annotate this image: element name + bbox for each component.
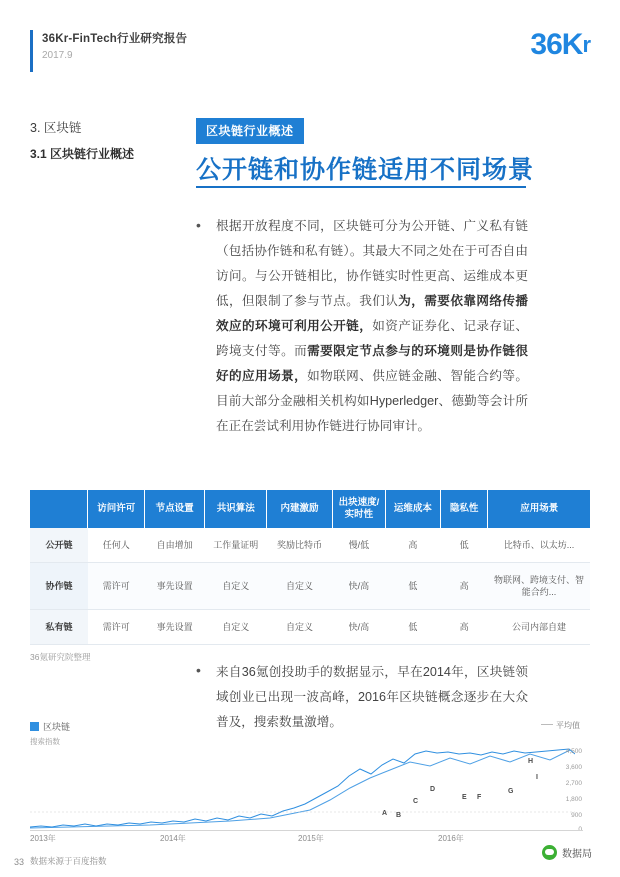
chart-y-tick: 3,600	[565, 764, 582, 771]
section-tag-underline	[196, 141, 304, 143]
chart-x-axis	[30, 830, 583, 831]
chart-y-tick: 1,800	[565, 796, 582, 803]
table-header-cell: 共识算法	[205, 490, 267, 528]
table-cell: 自由增加	[145, 528, 205, 563]
table-cell: 低	[386, 610, 441, 645]
table-cell: 工作量证明	[205, 528, 267, 563]
page-title: 公开链和协作链适用不同场景	[196, 156, 535, 184]
table-cell: 低	[440, 528, 488, 563]
chart-annotation-i: I	[536, 774, 538, 781]
table-header-cell: 内建激励	[267, 490, 333, 528]
table-cell: 自定义	[267, 610, 333, 645]
wechat-icon	[542, 845, 557, 860]
title-divider	[196, 186, 526, 188]
table-cell: 高	[440, 563, 488, 610]
table-header-cell	[30, 490, 88, 528]
chart-x-tick: 2015年	[298, 834, 324, 843]
paragraph-one	[216, 214, 528, 439]
table-cell: 自定义	[267, 563, 333, 610]
table-cell: 公司内部自建	[488, 610, 590, 645]
table-header-cell: 运维成本	[386, 490, 441, 528]
table-row	[30, 563, 590, 610]
chart-y-tick-labels	[548, 748, 582, 833]
chart-legend-average	[541, 720, 580, 731]
table-cell: 奖励比特币	[267, 528, 333, 563]
table-header-row	[30, 490, 590, 528]
section-tag: 区块链行业概述	[196, 118, 304, 144]
table-cell: 任何人	[88, 528, 145, 563]
header-accent-bar	[30, 30, 33, 72]
report-date: 2017.9	[42, 50, 73, 61]
chart-annotation-c: C	[413, 798, 419, 805]
chart-plot-area	[30, 748, 575, 830]
chart-y-tick: 2,700	[565, 780, 582, 787]
table-cell: 事先设置	[145, 610, 205, 645]
table-header-cell: 隐私性	[440, 490, 488, 528]
table-cell: 低	[386, 563, 441, 610]
wechat-account	[542, 845, 592, 860]
chart-annotation-b: B	[396, 812, 402, 819]
brand-logo	[530, 30, 590, 60]
chart-line-svg	[30, 748, 575, 830]
table-cell: 私有链	[30, 610, 88, 645]
table-cell: 协作链	[30, 563, 88, 610]
table-cell: 事先设置	[145, 563, 205, 610]
table-row	[30, 528, 590, 563]
logo-text-r: r	[582, 32, 590, 57]
table-header-cell: 访问许可	[88, 490, 145, 528]
paragraph-two: 来自36氪创投助手的数据显示，早在2014年，区块链领域创业已出现一波高峰，2016年区块链概念逐步在大众普及，搜索数量激增。	[216, 665, 528, 729]
chart-annotation-f: F	[477, 794, 482, 801]
table-header-cell: 节点设置	[145, 490, 205, 528]
table-cell: 高	[386, 528, 441, 563]
table-cell: 物联网、跨境支付、智能合约...	[488, 563, 590, 610]
table-cell: 慢/低	[332, 528, 385, 563]
table-cell: 需许可	[88, 563, 145, 610]
chart-y-tick: 900	[571, 812, 582, 819]
chapter-number: 3. 区块链	[30, 121, 82, 135]
chart-annotation-a: A	[382, 810, 388, 817]
comparison-table	[30, 490, 590, 645]
table-cell: 快/高	[332, 563, 385, 610]
table-header-cell: 应用场景	[488, 490, 590, 528]
paragraph-one-bold1: 为，需要依靠网络传播效应的环境可利用公开链，	[216, 294, 529, 333]
chart-annotation-g: G	[508, 788, 514, 795]
table-row	[30, 610, 590, 645]
bullet-marker: •	[196, 217, 201, 233]
table-cell: 高	[440, 610, 488, 645]
page-number: 33	[14, 857, 25, 867]
chart-y-tick: 4,500	[565, 748, 582, 755]
table-source-note: 36氪研究院整理	[30, 652, 91, 662]
logo-text: 36K	[530, 28, 583, 61]
legend-line-icon	[541, 724, 553, 725]
paragraph-one-seg3: 如物联网、供应链金融、智能合约等。目前大部分金融相关机构如Hyperledger、德勤等会计所在正在尝试利用协作链进行协同审计。	[216, 369, 529, 433]
table-cell: 快/高	[332, 610, 385, 645]
chart-legend-average-label: 平均值	[556, 721, 580, 730]
chart-legend	[30, 720, 70, 733]
chart-x-tick: 2013年	[30, 834, 56, 843]
chart-source-note: 数据来源于百度指数	[30, 856, 107, 866]
table-cell: 需许可	[88, 610, 145, 645]
paragraph-one-seg1: 根据开放程度不同，区块链可分为公开链、广义私有链（包括协作链和私有链）。其最大不同之处在于可否自由访问。与公开链相比，协作链实时性更高、运维成本更低，但限制了参与节点。我们认	[216, 219, 528, 308]
table-cell: 比特币、以太坊...	[488, 528, 590, 563]
table-cell: 自定义	[205, 610, 267, 645]
chapter-section: 3.1 区块链行业概述	[30, 147, 135, 161]
chart-y-axis-label: 搜索指数	[30, 737, 60, 746]
search-index-chart	[25, 720, 590, 850]
paragraph-one-bold2: 需要限定节点参与的环境则是协作链很好的应用场景，	[216, 344, 529, 383]
legend-swatch-icon	[30, 722, 39, 731]
chart-x-tick-labels	[30, 833, 583, 845]
table-header-cell: 出块速度/实时性	[332, 490, 385, 528]
chart-x-tick: 2014年	[160, 834, 186, 843]
chart-annotation-d: D	[430, 786, 436, 793]
chart-legend-label: 区块链	[43, 722, 71, 732]
table-cell: 公开链	[30, 528, 88, 563]
table-cell: 自定义	[205, 563, 267, 610]
report-title: 36Kr-FinTech行业研究报告	[42, 33, 188, 45]
wechat-account-name: 数据局	[562, 849, 592, 860]
paragraph-one-seg2: 如资产证券化、记录存证、跨境支付等。而	[216, 319, 529, 358]
chart-x-tick: 2016年	[438, 834, 464, 843]
page-header	[0, 22, 620, 82]
chart-annotation-e: E	[462, 794, 467, 801]
chart-annotation-h: H	[528, 758, 534, 765]
bullet-marker-two: •	[196, 662, 201, 678]
